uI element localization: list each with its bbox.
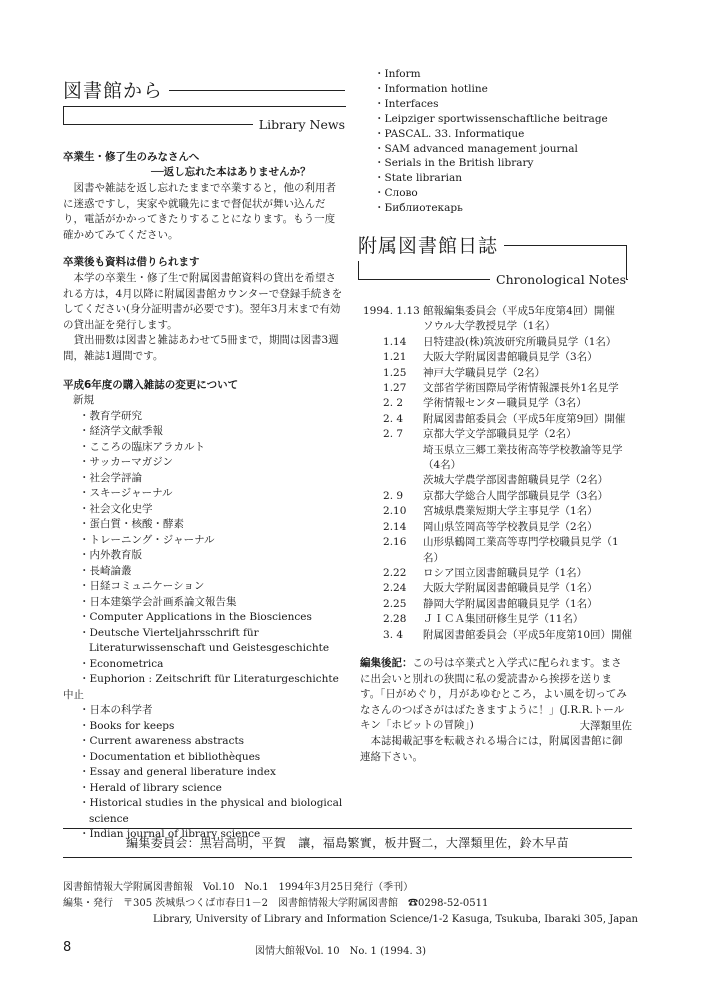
chronology-entry — [363, 597, 633, 612]
stopped-journal-item: ・ Serials in the British library — [362, 156, 642, 171]
running-footer: 図情大館報Vol. 10 No. 1 (1994. 3) — [255, 946, 427, 957]
new-journal-item: ・ 経済学文献季報 — [69, 424, 345, 440]
editorial-body: この号は卒業式と入学式に配られます。まさに出会いと別れの狭間に私の愛読書から挨拶を送ります。「日がめぐり，月があゆむところ，よい風を切ってみなさんのつばさがはばたきますように！」(J.R.R.トールキン「ホビットの冒険」) — [360, 657, 627, 731]
stopped-journal-item: ・ SAM advanced management journal — [362, 142, 642, 157]
entry-text: 附属図書館委員会（平成5年度第9回）開催 — [423, 412, 626, 425]
library-news-title: 図書館から — [63, 76, 169, 103]
stopped-journal-item: ・ Books for keeps — [69, 719, 345, 735]
new-journal-item: ・ 日本建築学会計画系論文報告集 — [69, 595, 345, 611]
library-news-header — [63, 76, 345, 136]
entry-text: 大阪大学附属図書館職員見学（3名） — [423, 351, 598, 364]
new-journals-label: 新規 — [73, 394, 94, 406]
stopped-journal-item: ・ Interfaces — [362, 97, 642, 112]
entry-date: 2. 2 — [363, 397, 404, 410]
chronology-title: 附属図書館日誌 — [358, 231, 504, 258]
chronology-entry — [363, 396, 633, 411]
new-journal-item: ・ こころの臨床アラカルト — [69, 440, 345, 456]
chronology-entry — [363, 412, 633, 427]
editor-address-line: 編集・発行 〒305 茨城県つくば市春日1－2 図書館情報大学附属図書館 ☎0298-52-0511 — [63, 898, 489, 909]
entry-date: 2. 7 — [363, 428, 404, 441]
entry-date: 1.25 — [363, 366, 407, 379]
entry-date — [363, 443, 423, 474]
new-journal-item: ・ Deutsche Vierteljahrsschrift für Literaturwissenschaft und Geistesgeschichte — [69, 626, 345, 657]
stopped-journal-item: ・ Historical studies in the physical and biological science — [69, 796, 345, 827]
stopped-journal-item: ・ Библиотекарь — [362, 201, 642, 216]
chronology-entry — [363, 443, 633, 474]
entry-date — [363, 319, 423, 334]
entry-text: 埼玉県立三郷工業技術高等学校教諭等見学（4名） — [423, 443, 623, 472]
header-rule-top — [158, 90, 345, 91]
chron-left-bracket — [358, 261, 359, 279]
entry-text: 宮城県農業短期大学主事見学（1名） — [423, 505, 598, 518]
chronology-entry — [363, 335, 633, 350]
stopped-journal-item: ・ Indian journal of library science — [69, 827, 345, 843]
new-journals-list — [63, 409, 345, 688]
committee-line: 編集委員会：黒岩高明，平賀 讓，福島繁實，板井賢二，大澤類里佐，鈴木早苗 — [126, 836, 569, 850]
committee-box — [63, 828, 632, 858]
chronology-entry — [363, 520, 633, 535]
section-body-graduates: 図書や雑誌を返し忘れたままで卒業すると，他の利用者に迷惑ですし，実家や就職先にまで督促状が舞い込んだり，電話がかかってきたりすることになります。もう一度確かめてみてください。 — [63, 182, 336, 241]
entry-date — [363, 473, 423, 488]
chronology-entry — [363, 473, 633, 488]
publication-info — [63, 880, 638, 928]
new-journal-item: ・ Econometrica — [69, 657, 345, 673]
editorial-block — [360, 656, 632, 765]
new-journal-item: ・ Euphorion : Zeitschrift für Literaturgeschichte — [69, 672, 345, 688]
new-journal-item: ・ 社会文化史学 — [69, 502, 345, 518]
entry-text: 日特建設(株)筑波研究所職員見学（1名） — [423, 335, 617, 348]
entry-text: 静岡大学附属図書館職員見学（1名） — [423, 597, 598, 610]
entry-date: 2.22 — [363, 566, 407, 579]
chronology-subtitle: Chronological Notes — [490, 272, 626, 287]
entry-text: 館報編集委員会（平成5年度第4回）開催 — [423, 305, 615, 317]
stopped-journal-item: ・ Herald of library science — [69, 781, 345, 797]
stopped-journal-item: ・ Слово — [362, 186, 642, 201]
editorial-signature: 大澤類里佐 — [579, 719, 632, 732]
stopped-journal-item: ・ PASCAL. 33. Informatique — [362, 127, 642, 142]
new-journal-item: ・ 長崎論叢 — [69, 564, 345, 580]
entry-date: 2.14 — [363, 520, 407, 533]
stopped-journal-item: ・ Information hotline — [362, 82, 642, 97]
new-journal-item: ・ 教育学研究 — [69, 409, 345, 425]
new-journal-item: ・ 社会学評論 — [69, 471, 345, 487]
stopped-journal-item: ・ Leipziger sportwissenschaftliche beitrage — [362, 112, 642, 127]
entry-date: 2. 9 — [363, 489, 404, 502]
entry-text: 茨城大学農学部図書館職員見学（2名） — [423, 474, 609, 487]
entry-date: 1.21 — [363, 351, 407, 364]
entry-text: 京都大学文学部職員見学（2名） — [423, 428, 577, 441]
stopped-journal-item: ・ Current awareness abstracts — [69, 734, 345, 750]
entry-date: 2. 4 — [363, 412, 404, 425]
new-journal-item: ・ サッカーマガジン — [69, 455, 345, 471]
stopped-journals-list-continued — [362, 67, 642, 216]
chronology-entry — [363, 427, 633, 442]
entry-text: 学術情報センター職員見学（3名） — [423, 397, 587, 410]
entry-date: 3. 4 — [363, 628, 404, 641]
chronology-entry — [363, 304, 633, 319]
entry-text: ＪＩＣＡ集団研修生見学（11名） — [423, 613, 584, 626]
editorial-label: 編集後記： — [360, 657, 413, 669]
new-journal-item: ・ スキージャーナル — [69, 486, 345, 502]
chronology-entry — [363, 504, 633, 519]
chronology-header — [358, 231, 628, 291]
left-column — [63, 150, 345, 843]
stopped-journal-item: ・ Inform — [362, 67, 642, 82]
entry-date: 2.10 — [363, 505, 407, 518]
chronology-entry — [363, 319, 633, 334]
entry-text: 岡山県笠岡高等学校教員見学（2名） — [423, 520, 598, 533]
borrowing-paragraph-1: 本学の卒業生・修了生で附属図書館資料の貸出を希望される方は，4月以降に附属図書館カウンターで登録手続きをしてください(身分証明書が必要です)。翌年3月末まで有効の貸出証を発行します。 — [63, 272, 343, 331]
stopped-journal-item: ・ Essay and general liberature index — [69, 765, 345, 781]
english-address-line: Library, University of Library and Information Science/1-2 Kasuga, Tsukuba, Ibaraki 305, Japan — [152, 914, 638, 925]
new-journal-item: ・ Computer Applications in the Biosciences — [69, 610, 345, 626]
entry-date: 2.16 — [363, 536, 407, 549]
borrowing-paragraph-2: 貸出冊数は図書と雑誌あわせて5冊まで，期間は図書3週間，雑誌1週間です。 — [63, 334, 339, 362]
entry-text: 文部省学術国際局学術情報課長外1名見学 — [423, 382, 619, 395]
chronology-entry — [363, 566, 633, 581]
new-journal-item: ・ 内外教育版 — [69, 548, 345, 564]
section-heading-graduates: 卒業生・修了生のみなさんへ — [63, 151, 200, 163]
new-journal-item: ・ 蛋白質・核酸・酵素 — [69, 517, 345, 533]
entry-date: 1.14 — [363, 335, 407, 348]
chronology-entry — [363, 612, 633, 627]
entry-date: 2.28 — [363, 613, 407, 626]
publication-line: 図書館情報大学附属図書館報 Vol.10 No.1 1994年3月25日発行（季刊） — [63, 882, 414, 893]
stopped-journal-item: ・ State librarian — [362, 171, 642, 186]
stopped-journals-list — [63, 703, 345, 843]
entry-date: 2.24 — [363, 582, 407, 595]
section-subheading-graduates: ──返し忘れた本はありませんか？ — [151, 166, 311, 178]
library-news-subtitle: Library News — [253, 117, 345, 132]
chronology-entry — [363, 581, 633, 596]
section-heading-borrowing: 卒業後も資料は借りられます — [63, 256, 200, 268]
entry-text: 附属図書館委員会（平成5年度第10回）開催 — [423, 628, 633, 641]
chronology-entry — [363, 489, 633, 504]
entry-text: ロシア国立図書館職員見学（1名） — [423, 566, 588, 579]
entry-text: 京都大学総合人間学部職員見学（3名） — [423, 489, 609, 502]
new-journal-item: ・ 日経コミュニケーション — [69, 579, 345, 595]
entry-date: 2.25 — [363, 597, 407, 610]
chronology-entry — [363, 628, 633, 643]
chronology-entry — [363, 535, 633, 566]
chronology-entries — [363, 304, 633, 643]
chronology-entry — [363, 366, 633, 381]
section-heading-journals: 平成6年度の購入雑誌の変更について — [63, 379, 239, 391]
entry-text: 山形県鶴岡工業高等専門学校職員見学（1名） — [423, 536, 619, 564]
new-journal-item: ・ トレーニング・ジャーナル — [69, 533, 345, 549]
chronology-entry — [363, 381, 633, 396]
entry-date: 1994. 1.13 — [363, 305, 420, 317]
stopped-journals-label: 中止 — [63, 688, 84, 701]
entry-text: 神戸大学職員見学（2名） — [423, 366, 546, 379]
entry-text: 大阪大学附属図書館職員見学（1名） — [423, 582, 598, 595]
stopped-journal-item: ・ 日本の科学者 — [69, 703, 345, 719]
page-number: 8 — [63, 940, 72, 955]
reprint-note: 本誌掲載記事を転載される場合には，附属図書館に御連絡下さい。 — [360, 735, 623, 763]
entry-text: ソウル大学教授見学（1名） — [423, 320, 556, 333]
entry-date: 1.27 — [363, 382, 407, 395]
chronology-entry — [363, 350, 633, 365]
stopped-journal-item: ・ Documentation et bibliothèques — [69, 750, 345, 766]
